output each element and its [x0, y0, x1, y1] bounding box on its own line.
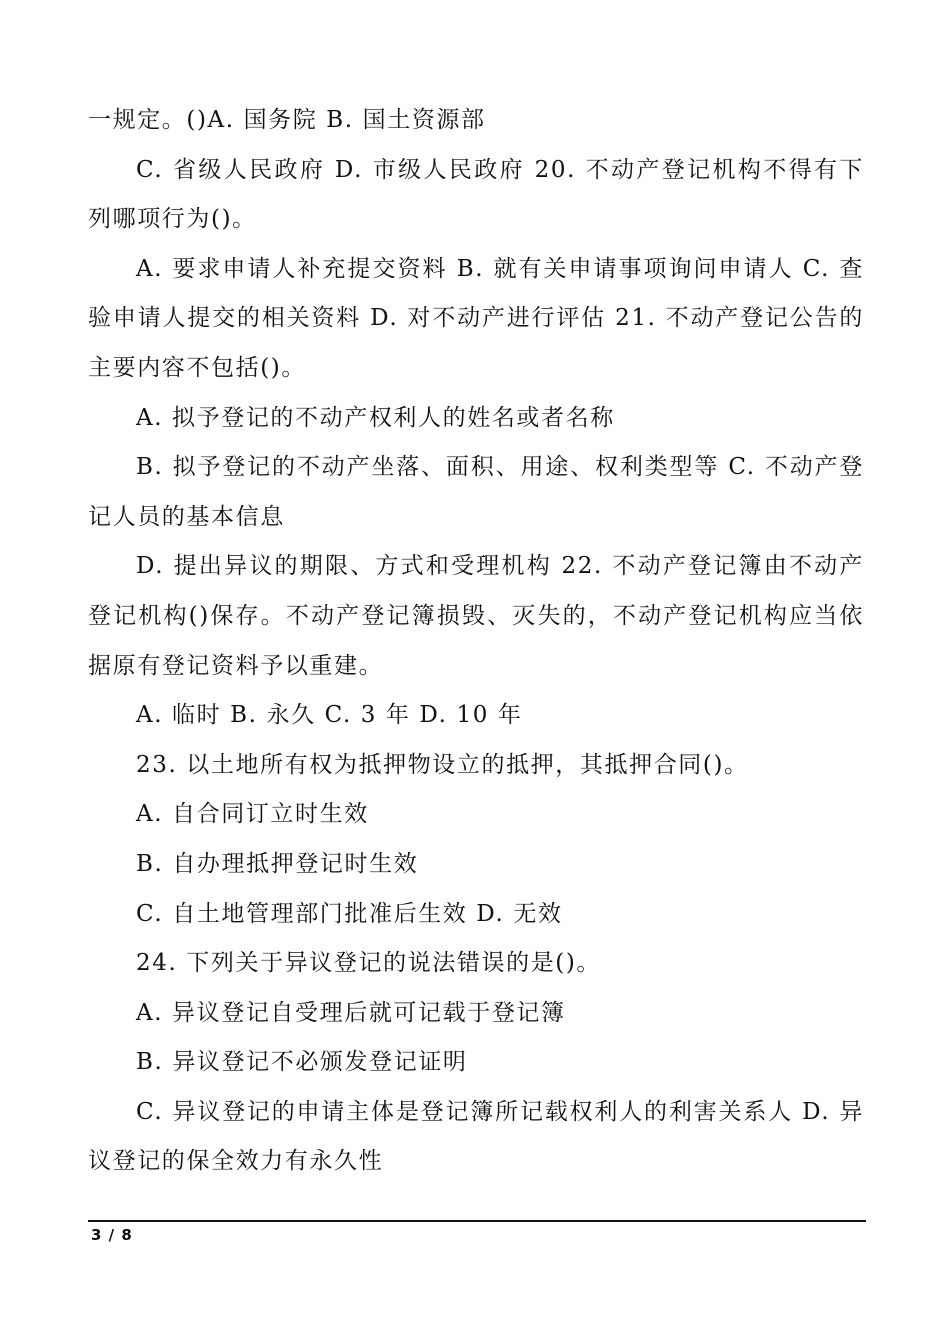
paragraph-10: B. 自办理抵押登记时生效 [136, 850, 419, 877]
paragraph-7: A. 临时 B. 永久 C. 3 年 D. 10 年 [136, 702, 523, 729]
paragraph-3: A. 要求申请人补充提交资料 B. 就有关申请事项询问申请人 C. 查验申请人提交的相关资料 D. 对不动产进行评估 21. 不动产登记公告的主要内容不包括()。 [88, 255, 864, 381]
paragraph-9: A. 自合同订立时生效 [136, 801, 369, 828]
page-number: 3 / 8 [91, 1226, 133, 1244]
paragraph-6: D. 提出异议的期限、方式和受理机构 22. 不动产登记簿由不动产登记机构()保存。不动产登记簿损毁、灭失的，不动产登记机构应当依据原有登记资料予以重建。 [88, 553, 864, 679]
paragraph-12: 24. 下列关于异议登记的说法错误的是()。 [136, 950, 602, 977]
paragraph-15: C. 异议登记的申请主体是登记簿所记载权利人的利害关系人 D. 异议登记的保全效力有永久性 [88, 1098, 864, 1175]
document-body [88, 96, 864, 1187]
paragraph-8: 23. 以土地所有权为抵押物设立的抵押，其抵押合同()。 [136, 751, 749, 778]
paragraph-14: B. 异议登记不必颁发登记证明 [136, 1049, 468, 1076]
paragraph-4: A. 拟予登记的不动产权利人的姓名或者名称 [136, 404, 615, 431]
paragraph-1: 一规定。()A. 国务院 B. 国土资源部 [88, 107, 486, 133]
paragraph-5: B. 拟予登记的不动产坐落、面积、用途、权利类型等 C. 不动产登记人员的基本信息 [88, 454, 864, 530]
paragraph-13: A. 异议登记自受理后就可记载于登记簿 [136, 999, 566, 1026]
paragraph-2: C. 省级人民政府 D. 市级人民政府 20. 不动产登记机构不得有下列哪项行为()。 [88, 156, 864, 233]
footer-divider [88, 1220, 866, 1222]
paragraph-11: C. 自土地管理部门批准后生效 D. 无效 [136, 900, 563, 927]
